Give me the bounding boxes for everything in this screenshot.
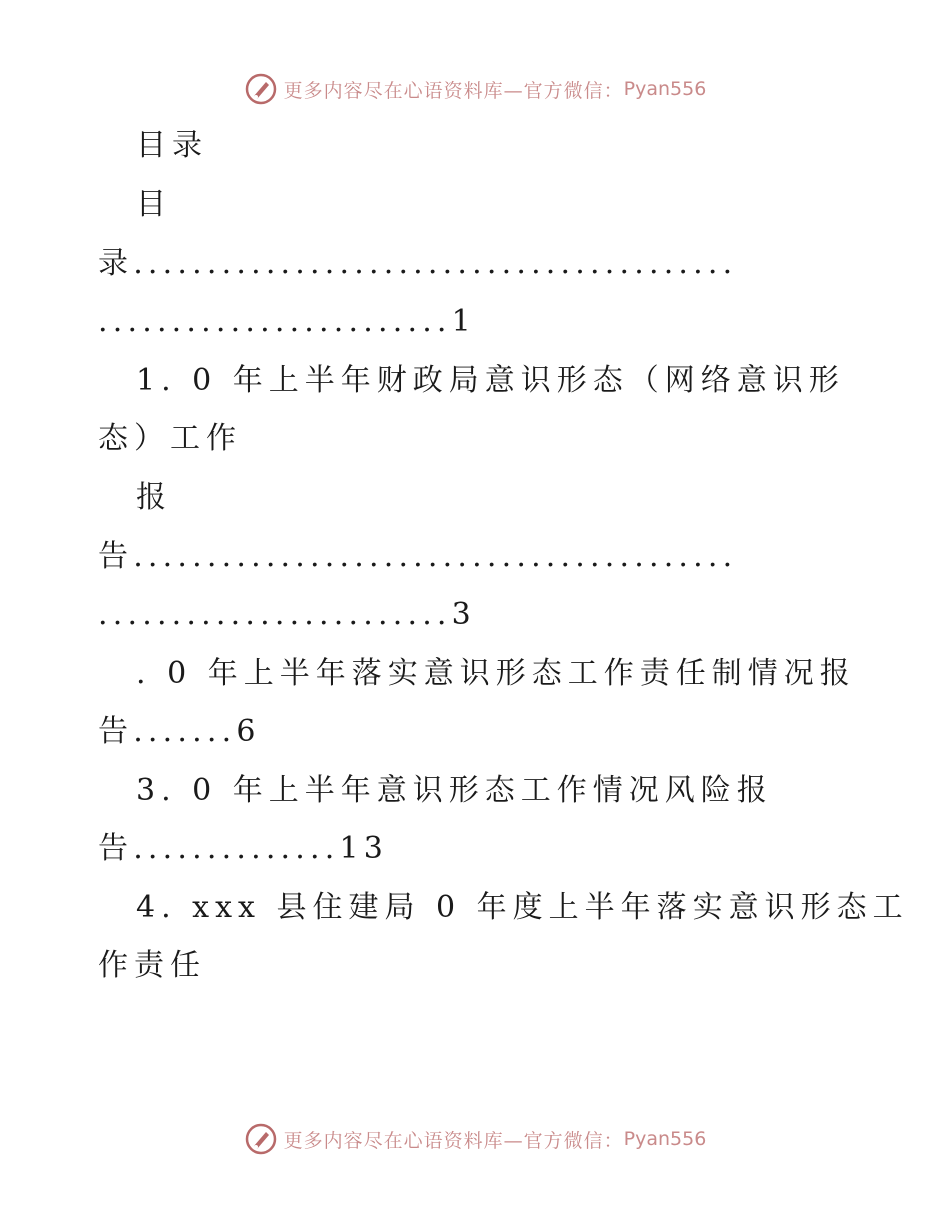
toc-line: 报 (136, 480, 166, 515)
watermark-footer (0, 1122, 950, 1156)
toc-line: 告..............13 (98, 831, 389, 866)
toc-entry-title: . 0 年上半年落实意识形态工作责任制情况报 (136, 656, 856, 691)
pen-logo-icon (244, 1122, 278, 1156)
toc-line: 录......................................... (98, 246, 738, 281)
watermark-text: 更多内容尽在心语资料库—官方微信： (283, 1129, 624, 1152)
toc-line: ........................3 (98, 597, 476, 632)
toc-line: 目 (136, 187, 166, 222)
toc-entry-title: 1. 0 年上半年财政局意识形态（网络意识形 (136, 363, 845, 398)
toc-entry-title: 态）工作 (98, 421, 242, 456)
watermark-text: 更多内容尽在心语资料库—官方微信： (283, 79, 624, 102)
toc-entry-title: 作责任 (98, 948, 206, 983)
watermark-id: Pyan556 (623, 1128, 707, 1150)
toc-line: ........................1 (98, 304, 476, 339)
toc-entry-title: 4. xxx 县住建局 0 年度上半年落实意识形态工 (136, 890, 909, 925)
toc-entry-title: 3. 0 年上半年意识形态工作情况风险报 (136, 773, 773, 808)
toc-line: 告......................................... (98, 539, 738, 574)
watermark-id: Pyan556 (623, 78, 707, 100)
toc-line: 告.......6 (98, 714, 261, 749)
toc-heading: 目录 (136, 128, 208, 163)
